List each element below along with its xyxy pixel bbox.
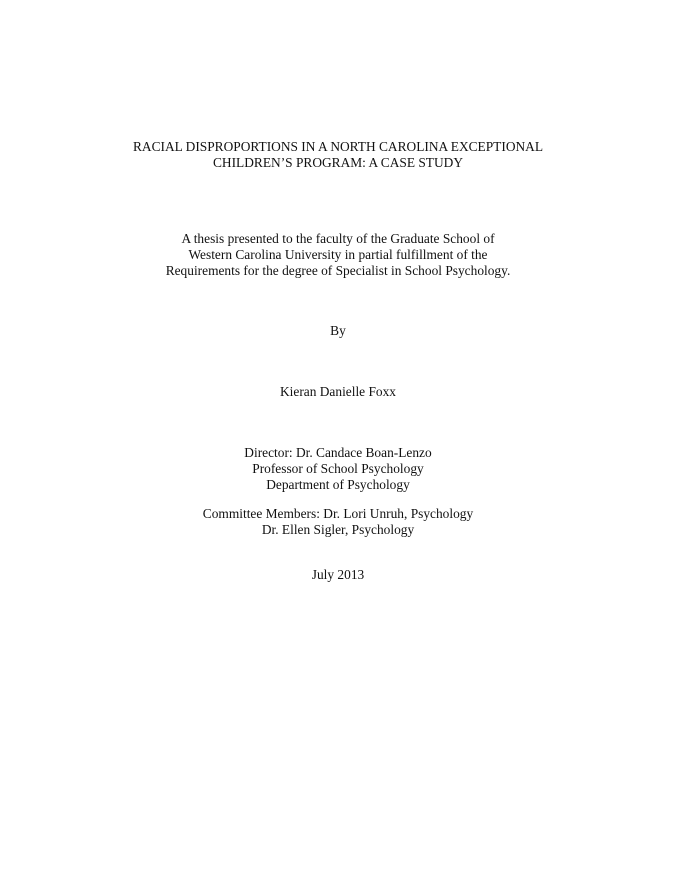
thesis-purpose-statement <box>0 231 676 279</box>
committee-line-2: Dr. Ellen Sigler, Psychology <box>261 522 415 537</box>
thesis-title <box>0 139 676 171</box>
purpose-line-2: Western Carolina University in partial fulfillment of the <box>188 247 488 262</box>
purpose-line-3: Requirements for the degree of Specialist in School Psychology. <box>165 263 511 278</box>
title-line-1: RACIAL DISPROPORTIONS IN A NORTH CAROLINA EXCEPTIONAL <box>132 139 544 154</box>
committee-members <box>0 506 676 538</box>
director-line-2: Professor of School Psychology <box>252 461 424 476</box>
by-text: By <box>330 323 346 338</box>
purpose-line-1: A thesis presented to the faculty of the Graduate School of <box>181 231 495 246</box>
submission-date <box>0 567 676 583</box>
author-name <box>0 384 676 400</box>
director-line-3: Department of Psychology <box>266 477 410 492</box>
director-line-1: Director: Dr. Candace Boan-Lenzo <box>244 445 432 460</box>
date-text: July 2013 <box>311 567 365 582</box>
committee-line-1: Committee Members: Dr. Lori Unruh, Psychology <box>202 506 474 521</box>
by-label <box>0 323 676 339</box>
title-line-2: CHILDREN’S PROGRAM: A CASE STUDY <box>213 155 463 170</box>
author-text: Kieran Danielle Foxx <box>279 384 397 399</box>
director-info <box>0 445 676 493</box>
